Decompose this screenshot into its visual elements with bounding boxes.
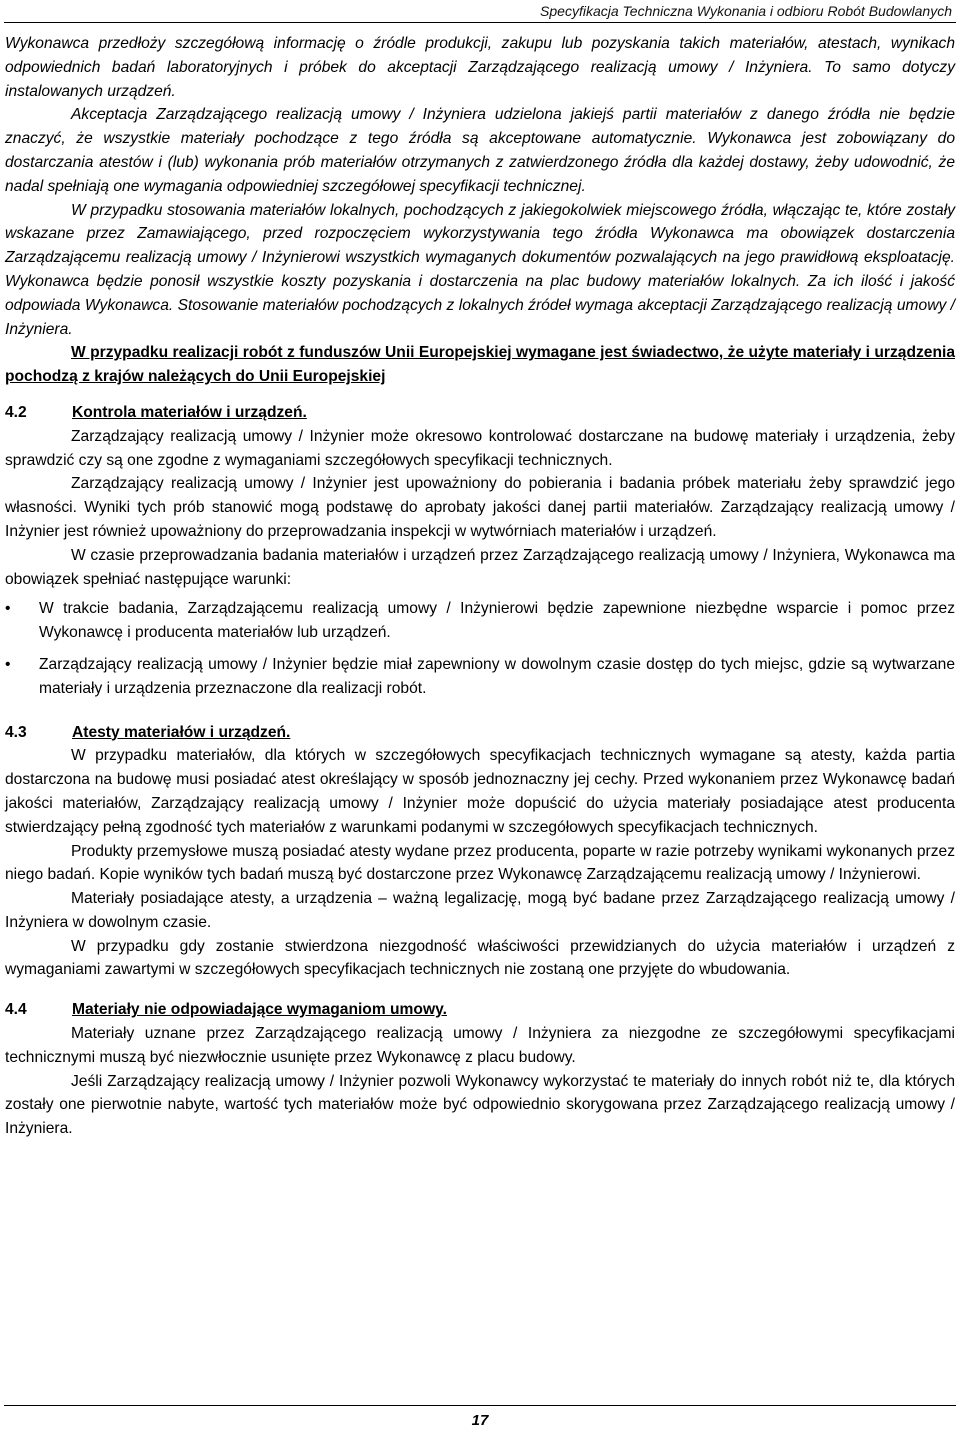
section-title: Atesty materiałów i urządzeń. [72, 723, 291, 741]
section-4-2-heading [5, 401, 955, 425]
list-item [5, 653, 955, 701]
bullet-icon: • [5, 655, 11, 673]
header-divider [4, 22, 956, 23]
s43-paragraph-3: Materiały posiadające atesty, a urządzenia – ważną legalizację, mogą być badane przez Zarządzającego realizacją umowy / Inżyniera w dowolnym czasie. [5, 890, 955, 931]
conditions-list [5, 597, 955, 700]
intro-paragraph-2: Akceptacja Zarządzającego realizacją umowy / Inżyniera udzielona jakiejś partii materiałów z danego źródła nie będzie znaczyć, że wszystkie materiały pochodzące z tego źródła są akceptowane automatycznie. Wykonawca jest zobowiązany do dostarczania atestów i (lub) wykonania prób materiałów otrzymanych z zatwierdzonego źródła dla każdej dostawy, żeby udowodnić, że nadal spełniają one wymagania odpowiedniej szczegółowej specyfikacji technicznej. [5, 106, 955, 195]
footer-divider [4, 1405, 956, 1406]
section-title: Materiały nie odpowiadające wymaganiom umowy. [72, 1001, 447, 1019]
section-number: 4.4 [5, 1001, 27, 1019]
s42-paragraph-1: Zarządzający realizacją umowy / Inżynier może okresowo kontrolować dostarczane na budowę materiały i urządzenia, żeby sprawdzić czy są one zgodne z wymaganiami szczegółowych specyfikacji technicznych. [5, 427, 955, 469]
section-title: Kontrola materiałów i urządzeń. [72, 403, 307, 421]
s43-paragraph-2: Produkty przemysłowe muszą posiadać atesty wydane przez producenta, poparte w razie potrzeby wynikami wykonanych przez niego badań. Kopie wyników tych badań muszą być dostarczone przez Wykonawcę Zarządzającemu realizacją umowy / Inżynierowi. [5, 842, 955, 884]
s43-paragraph-4: W przypadku gdy zostanie stwierdzona niezgodność właściwości przewidzianych do użycia materiałów i urządzeń z wymaganiami zawartymi w szczegółowych specyfikacjach technicznych nie zostaną one przyjęte do wbudowania. [5, 937, 955, 979]
bullet-icon: • [5, 600, 11, 618]
section-4-4-heading [5, 998, 955, 1022]
list-item-text: W trakcie badania, Zarządzającemu realizacją umowy / Inżynierowi będzie zapewnione niezbędne wsparcie i pomoc przez Wykonawcę i producenta materiałów lub urządzeń. [39, 600, 955, 642]
section-4-3-heading [5, 721, 955, 745]
s44-paragraph-1: Materiały uznane przez Zarządzającego realizacją umowy / Inżyniera za niezgodne ze szczegółowymi specyfikacjami technicznymi muszą być niezwłocznie usunięte przez Wykonawcę z placu budowy. [5, 1025, 955, 1066]
s44-paragraph-2: Jeśli Zarządzający realizacją umowy / Inżynier pozwoli Wykonawcy wykorzystać te materiały do innych robót niż te, dla których zostały one pierwotnie nabyte, wartość tych materiałów może być odpowiednio skorygowana przez Zarządzającego realizacją umowy / Inżyniera. [5, 1072, 955, 1138]
header-title: Specyfikacja Techniczna Wykonania i odbioru Robót Budowlanych [540, 3, 952, 19]
list-item [5, 597, 955, 645]
s42-paragraph-3: W czasie przeprowadzania badania materiałów i urządzeń przez Zarządzającego realizacją umowy / Inżyniera, Wykonawca ma obowiązek spełniać następujące warunki: [5, 546, 955, 588]
section-number: 4.3 [5, 723, 27, 741]
s43-paragraph-1: W przypadku materiałów, dla których w szczegółowych specyfikacjach technicznych wymagane są atesty, każda partia dostarczona na budowę musi posiadać atest określający w sposób jednoznaczny jej cechy. Przed wykonaniem przez Wykonawcę badań jakości materiałów, Zarządzający realizacją umowy / Inżynier może dopuścić do użycia materiały posiadające atest producenta stwierdzający pełną zgodność tych materiałów z warunkami podanymi w szczegółowych specyfikacjach technicznych. [5, 747, 955, 836]
page-number: 17 [471, 1412, 489, 1429]
section-number: 4.2 [5, 403, 27, 421]
list-item-text: Zarządzający realizacją umowy / Inżynier będzie miał zapewniony w dowolnym czasie dostęp do tych miejsc, gdzie są wytwarzane materiały i urządzenia przeznaczone dla realizacji robót. [39, 655, 955, 697]
eu-requirement-paragraph: W przypadku realizacji robót z funduszów Unii Europejskiej wymagane jest świadectwo, że użyte materiały i urządzenia pochodzą z krajów należących do Unii Europejskiej [5, 344, 955, 386]
intro-paragraph-1: Wykonawca przedłoży szczegółową informację o źródle produkcji, zakupu lub pozyskania takich materiałów, atestach, wynikach odpowiednich badań laboratoryjnych i próbek do akceptacji Zarządzającego realizacją umowy / Inżyniera. To samo dotyczy instalowanych urządzeń. [5, 35, 955, 100]
intro-paragraph-3: W przypadku stosowania materiałów lokalnych, pochodzących z jakiegokolwiek miejscowego źródła, włączając te, które zostały wskazane przez Zamawiającego, przed rozpoczęciem wykorzystywania tego źródła Wykonawca ma obowiązek dostarczenia Zarządzającemu realizacją umowy / Inżynierowi wszystkich wymaganych dokumentów pozwalających na jego prawidłową eksploatację. Wykonawca będzie ponosił wszystkie koszty pozyskania i dostarczenia na plac budowy materiałów lokalnych. Za ich ilość i jakość odpowiada Wykonawca. Stosowanie materiałów pochodzących z lokalnych źródeł wymaga akceptacji Zarządzającego realizacją umowy / Inżyniera. [5, 201, 955, 338]
document-body [5, 32, 955, 1141]
page-header [0, 0, 960, 19]
s42-paragraph-2: Zarządzający realizacją umowy / Inżynier jest upoważniony do pobierania i badania próbek materiału żeby sprawdzić jego własności. Wyniki tych prób stanowić mogą podstawę do aprobaty jakości danej partii materiałów. Zarządzający realizacją umowy / Inżynier jest również upoważniony do przeprowadzania inspekcji w wytwórniach materiałów i urządzeń. [5, 475, 955, 540]
